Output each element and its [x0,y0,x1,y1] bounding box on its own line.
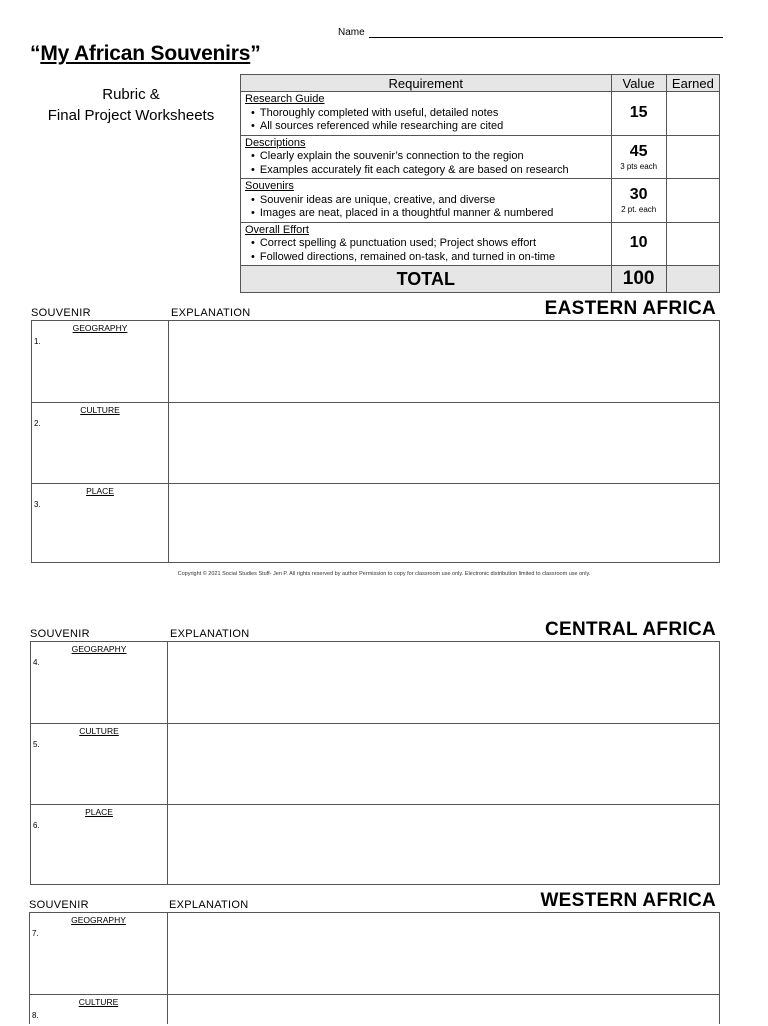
souvenir-row[interactable] [32,321,719,402]
category-label: GEOGRAPHY [71,915,126,925]
rubric-value-note: 3 pts each [620,161,658,171]
earned-cell[interactable] [666,179,719,223]
rubric-criterion: • Thoroughly completed with useful, detailed notes [245,107,607,121]
rubric-row [241,222,720,266]
total-earned-cell[interactable] [666,266,719,293]
rubric-category: Descriptions [245,136,306,149]
rubric-category: Souvenirs [245,180,294,192]
page-title: “My African Souvenirs” [30,42,261,65]
souvenir-row[interactable] [30,913,719,994]
rubric-criterion: • Correct spelling & punctuation used; Project shows effort [245,237,607,251]
category-label: PLACE [85,807,113,817]
souvenir-row[interactable] [31,804,719,886]
total-label: TOTAL [241,266,612,293]
explanation-column-label: EXPLANATION [171,307,251,319]
name-label: Name [338,27,365,38]
rubric-row [241,179,720,223]
item-number: 3. [34,500,41,509]
earned-cell[interactable] [666,92,719,136]
souvenir-column-label: SOUVENIR [31,307,91,319]
category-label: CULTURE [78,997,119,1007]
earned-cell[interactable] [666,222,719,266]
subtitle-line-2: Final Project Worksheets [47,107,215,124]
rubric-total-row [241,266,720,293]
rubric-value: 15 [629,103,648,121]
value-header: Value [611,75,666,92]
item-number: 2. [34,419,41,428]
rubric-row [241,92,720,136]
copyright-notice: Copyright © 2021 Social Studies Stuff- Jen P. All rights reserved by author Permission to copy for classroom use only. Electronic distribution limited to classroom use only. [177,571,591,577]
rubric-criterion: • Images are neat, placed in a thoughtful manner & numbered [245,207,607,221]
total-value: 100 [622,268,655,289]
rubric-criterion: • Clearly explain the souvenir’s connection to the region [245,150,607,164]
souvenir-column-label: SOUVENIR [29,899,89,911]
souvenir-row[interactable] [31,723,719,805]
name-field[interactable] [338,27,723,38]
name-blank-line[interactable] [369,27,723,38]
rubric-category: Overall Effort [245,223,309,236]
subtitle [20,84,242,126]
rubric-row [241,135,720,179]
souvenir-row[interactable] [31,642,719,723]
item-number: 1. [34,337,41,346]
category-label: PLACE [86,486,114,496]
rubric-value: 30 [629,186,648,204]
item-number: 7. [32,929,39,938]
souvenir-grid [31,320,720,563]
rubric-value: 45 [629,142,648,160]
souvenir-column-label: SOUVENIR [30,628,90,640]
earned-cell[interactable] [666,135,719,179]
rubric-criterion: • Souvenir ideas are unique, creative, and diverse [245,194,607,208]
rubric-criterion: • All sources referenced while researching are cited [245,120,607,134]
category-label: CULTURE [79,726,119,736]
category-label: GEOGRAPHY [72,323,128,333]
rubric-table [240,74,720,293]
category-label: CULTURE [80,405,120,415]
region-heading: EASTERN AFRICA [544,298,716,319]
rubric-category: Research Guide [245,93,325,105]
subtitle-line-1: Rubric & [102,86,160,103]
rubric-criterion: • Followed directions, remained on-task, and turned in on-time [245,251,607,265]
requirement-header: Requirement [241,75,612,92]
explanation-column-label: EXPLANATION [170,628,250,640]
explanation-column-label: EXPLANATION [169,899,249,911]
item-number: 8. [32,1011,39,1020]
item-number: 6. [33,821,40,830]
souvenir-row[interactable] [30,994,719,1026]
rubric-header-row [241,75,720,92]
earned-header: Earned [666,75,719,92]
souvenir-row[interactable] [32,483,719,564]
region-heading: WESTERN AFRICA [540,890,716,911]
item-number: 5. [33,740,40,749]
souvenir-grid [29,912,720,1024]
region-heading: CENTRAL AFRICA [545,619,716,640]
rubric-criterion: • Examples accurately fit each category & are based on research [245,164,607,178]
item-number: 4. [33,658,40,667]
souvenir-row[interactable] [32,402,719,484]
rubric-value-note: 2 pt. each [621,205,657,215]
category-label: GEOGRAPHY [71,644,127,654]
rubric-value: 10 [629,234,648,252]
souvenir-grid [30,641,720,885]
